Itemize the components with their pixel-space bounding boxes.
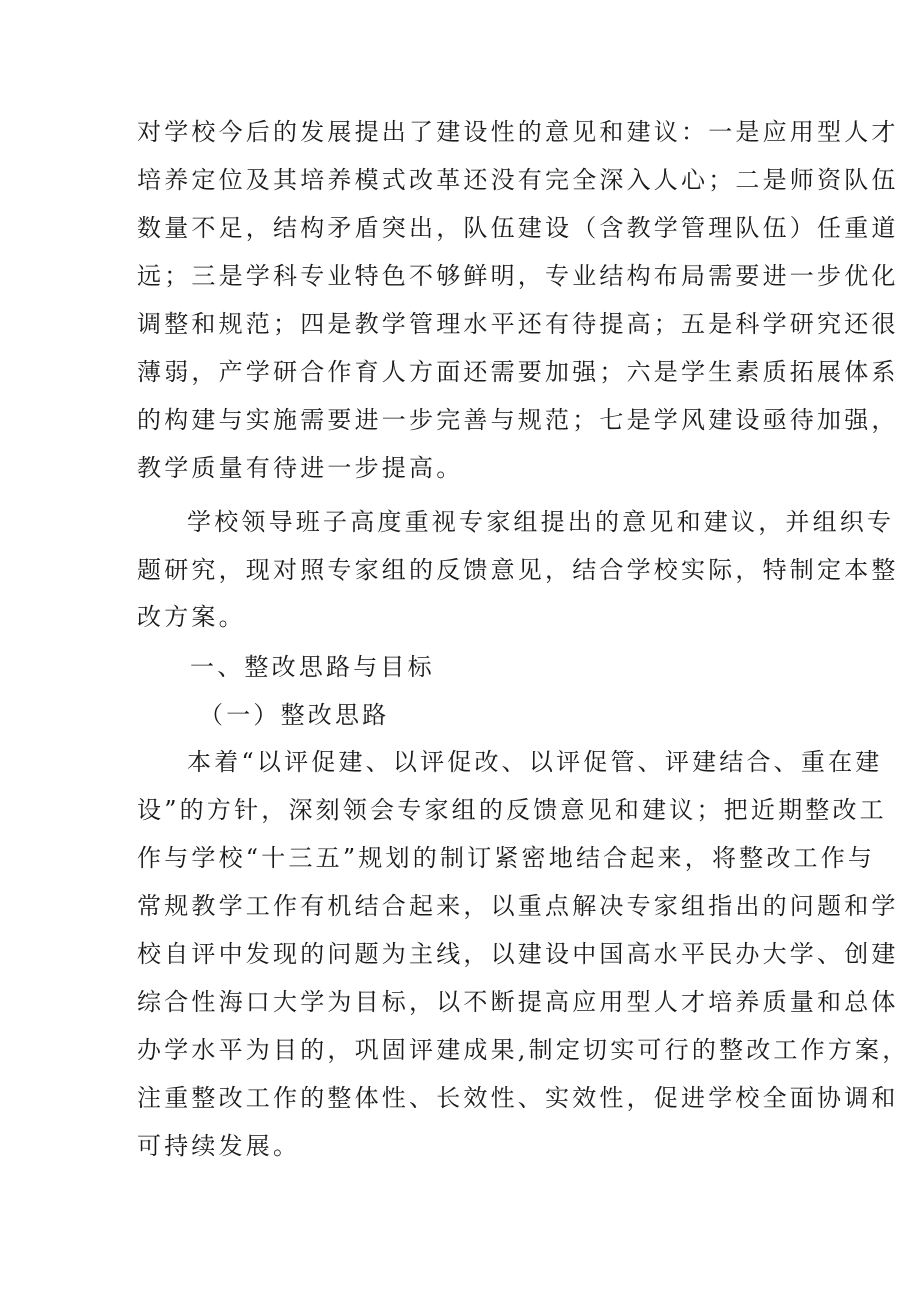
section-heading: 一、整改思路与目标 (190, 653, 435, 681)
text-line: 可持续发展。 (137, 1132, 301, 1160)
text-line: 调整和规范；四是教学管理水平还有待提高；五是科学研究还很 (137, 310, 899, 338)
text-line: 教学质量有待进一步提高。 (137, 454, 464, 482)
text-line: 薄弱，产学研合作育人方面还需要加强；六是学生素质拓展体系 (137, 358, 899, 386)
subsection-heading: （一）整改思路 (199, 701, 390, 729)
text-line: 题研究，现对照专家组的反馈意见，结合学校实际，特制定本整 (137, 556, 899, 584)
text-line: 注重整改工作的整体性、长效性、实效性，促进学校全面协调和 (137, 1084, 899, 1112)
text-line: 的构建与实施需要进一步完善与规范；七是学风建设亟待加强， (137, 406, 899, 434)
text-line: 改方案。 (137, 603, 246, 631)
text-line: 校自评中发现的问题为主线，以建设中国高水平民办大学、创建 (137, 940, 899, 968)
text-line: 数量不足，结构矛盾突出，队伍建设（含教学管理队伍）任重道 (137, 214, 899, 242)
text-line: 远；三是学科专业特色不够鲜明，专业结构布局需要进一步优化 (137, 262, 899, 290)
text-line: 对学校今后的发展提出了建设性的意见和建议：一是应用型人才 (137, 118, 899, 146)
text-line: 常规教学工作有机结合起来，以重点解决专家组指出的问题和学 (137, 892, 899, 920)
text-line: 综合性海口大学为目标，以不断提高应用型人才培养质量和总体 (137, 988, 899, 1016)
text-line: 设”的方针，深刻领会专家组的反馈意见和建议；把近期整改工 (137, 796, 887, 824)
text-line: 作与学校“十三五”规划的制订紧密地结合起来，将整改工作与 (137, 844, 876, 872)
text-line: 培养定位及其培养模式改革还没有完全深入人心；二是师资队伍 (137, 166, 899, 194)
text-line: 本着“以评促建、以评促改、以评促管、评建结合、重在建 (187, 748, 883, 776)
text-line: 办学水平为目的，巩固评建成果,制定切实可行的整改工作方案， (137, 1036, 910, 1064)
text-line: 学校领导班子高度重视专家组提出的意见和建议，并组织专 (187, 508, 895, 536)
